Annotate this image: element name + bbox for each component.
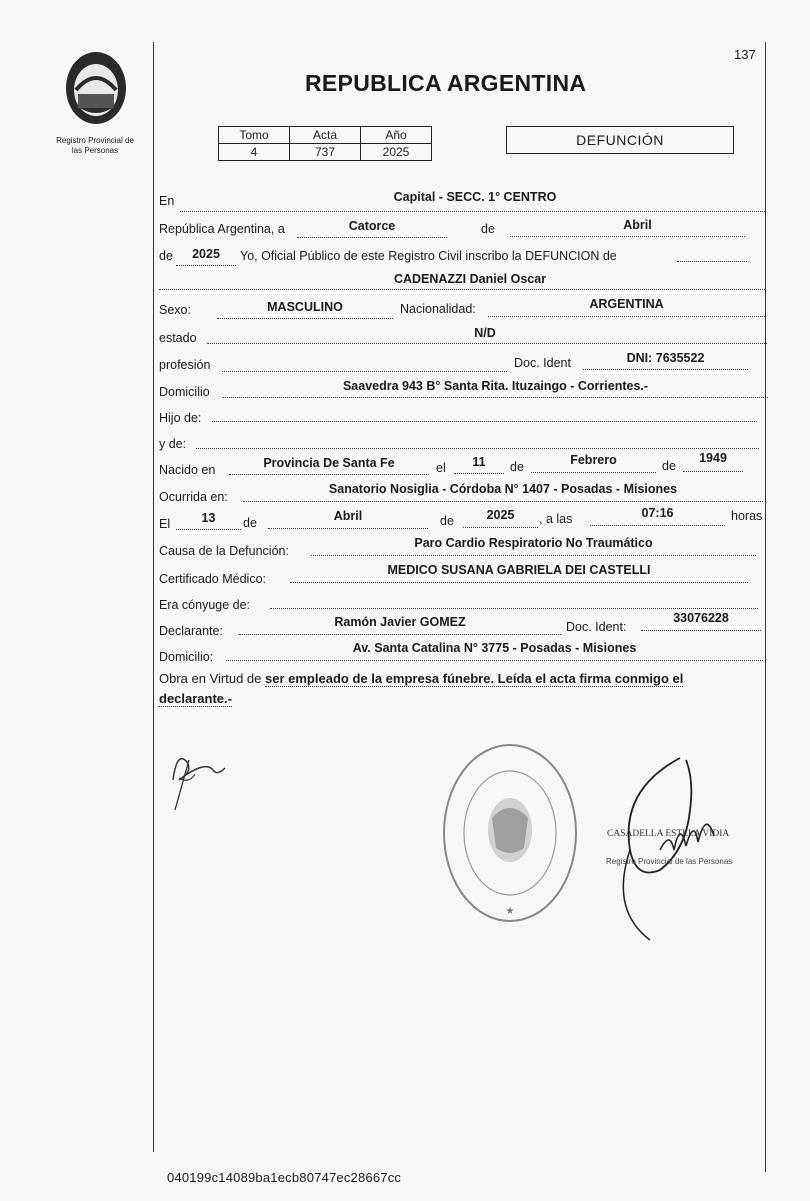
label-y-de: y de: — [159, 437, 187, 451]
value-nacido-mes: Febrero — [570, 453, 617, 467]
official-stamp — [440, 738, 580, 933]
value-declarante-doc: 33076228 — [673, 611, 729, 625]
label-oficial: Yo, Oficial Público de este Registro Civil inscribo la DEFUNCION de — [240, 249, 617, 263]
line-oficial — [677, 247, 747, 262]
value-declarante: Ramón Javier GOMEZ — [334, 615, 466, 629]
label-de-mes: de — [481, 222, 495, 236]
line-profesion — [222, 357, 507, 372]
document-title: REPUBLICA ARGENTINA — [305, 70, 587, 96]
label-nacionalidad: Nacionalidad: — [400, 302, 476, 316]
label-de-nac1: de — [510, 460, 524, 474]
reference-table-header — [219, 127, 432, 144]
value-obra-line1: ser empleado de la empresa fúnebre. Leída el acta firma conmigo el — [265, 671, 684, 686]
label-causa: Causa de la Defunción: — [159, 544, 289, 558]
document-hash: 040199c14089ba1ecb80747ec28667cc — [167, 1170, 402, 1185]
value-nacido-anio: 1949 — [699, 451, 727, 465]
label-sexo: Sexo: — [159, 303, 191, 317]
value-mes: Abril — [623, 218, 652, 232]
value-dia: Catorce — [348, 219, 396, 233]
label-el: el — [436, 461, 446, 475]
label-domicilio2: Domicilio: — [159, 650, 214, 664]
value-obra-line2: declarante.- — [159, 691, 232, 706]
label-republica: República Argentina, a — [159, 222, 285, 236]
value-nombre: CADENAZZI Daniel Oscar — [393, 272, 547, 286]
label-conyuge: Era cónyuge de: — [159, 598, 251, 612]
label-doc-ident: Doc. Ident — [514, 356, 571, 370]
value-muerte-dia: 13 — [201, 511, 216, 525]
value-anio: 2025 — [192, 247, 220, 261]
label-obra: Obra en Virtud de — [159, 671, 262, 686]
left-margin-line — [153, 42, 154, 1152]
svg-text:★: ★ — [505, 906, 515, 917]
value-nacido-en: Provincia De Santa Fe — [263, 456, 395, 470]
line-conyuge — [270, 594, 758, 609]
value-anio: 2025 — [361, 144, 432, 161]
header-acta: Acta — [290, 127, 361, 144]
label-declarante: Declarante: — [159, 624, 223, 638]
value-muerte-hora: 07:16 — [641, 506, 674, 520]
value-domicilio: Saavedra 943 B° Santa Rita. Ituzaingo - Corrientes.- — [342, 379, 649, 393]
label-ocurrida-en: Ocurrida en: — [159, 490, 228, 504]
declarant-signature — [165, 740, 235, 825]
label-en: En — [159, 194, 175, 208]
value-nacido-dia: 11 — [472, 455, 486, 469]
logo-caption — [40, 136, 150, 156]
label-hijo-de: Hijo de: — [159, 411, 202, 425]
label-a-las: , a las — [539, 512, 573, 526]
reference-table — [218, 126, 432, 161]
label-de-muerte2: de — [440, 514, 454, 528]
value-certificado: MEDICO SUSANA GABRIELA DEI CASTELLI — [387, 563, 651, 577]
value-acta: 737 — [290, 144, 361, 161]
line-hijo-de — [212, 407, 757, 422]
value-lugar: Capital - SECC. 1° CENTRO — [393, 190, 557, 204]
value-muerte-anio: 2025 — [486, 508, 515, 522]
page-number: 137 — [734, 47, 756, 62]
record-type-box: DEFUNCIÓN — [506, 126, 734, 154]
province-seal-logo — [60, 48, 132, 128]
value-dni: DNI: 7635522 — [626, 351, 705, 365]
header-anio: Año — [361, 127, 432, 144]
value-tomo: 4 — [219, 144, 290, 161]
obra-en-virtud — [159, 669, 779, 709]
label-horas: horas — [731, 509, 763, 523]
official-signature — [590, 750, 750, 950]
value-estado: N/D — [474, 326, 496, 340]
label-de-muerte1: de — [243, 516, 257, 530]
label-estado: estado — [159, 331, 197, 345]
official-name: CASADELLA ESTELA VIDIA — [607, 829, 730, 839]
label-de-nac2: de — [662, 459, 676, 473]
label-profesion: profesión — [159, 358, 211, 372]
label-domicilio: Domicilio — [159, 385, 210, 399]
label-doc-ident2: Doc. Ident: — [566, 620, 627, 634]
logo-caption-line2: las Personas — [71, 146, 119, 155]
label-el2: El — [159, 517, 171, 531]
label-nacido-en: Nacido en — [159, 463, 216, 477]
value-causa: Paro Cardio Respiratorio No Traumático — [414, 536, 653, 550]
value-nacionalidad: ARGENTINA — [589, 297, 664, 311]
line-y-de — [196, 434, 759, 449]
official-role: Registro Provincial de las Personas — [606, 857, 733, 866]
value-muerte-mes: Abril — [333, 509, 363, 523]
header-tomo: Tomo — [219, 127, 290, 144]
right-margin-line — [765, 42, 766, 1172]
label-certificado: Certificado Médico: — [159, 572, 266, 586]
logo-caption-line1: Registro Provincial de — [56, 136, 134, 145]
value-sexo: MASCULINO — [267, 300, 343, 314]
value-domicilio2: Av. Santa Catalina N° 3775 - Posadas - Misiones — [352, 641, 637, 655]
value-ocurrida-en: Sanatorio Nosiglia - Córdoba N° 1407 - Posadas - Misiones — [328, 482, 678, 496]
reference-table-values — [219, 144, 432, 161]
label-de-anio: de — [159, 249, 173, 263]
